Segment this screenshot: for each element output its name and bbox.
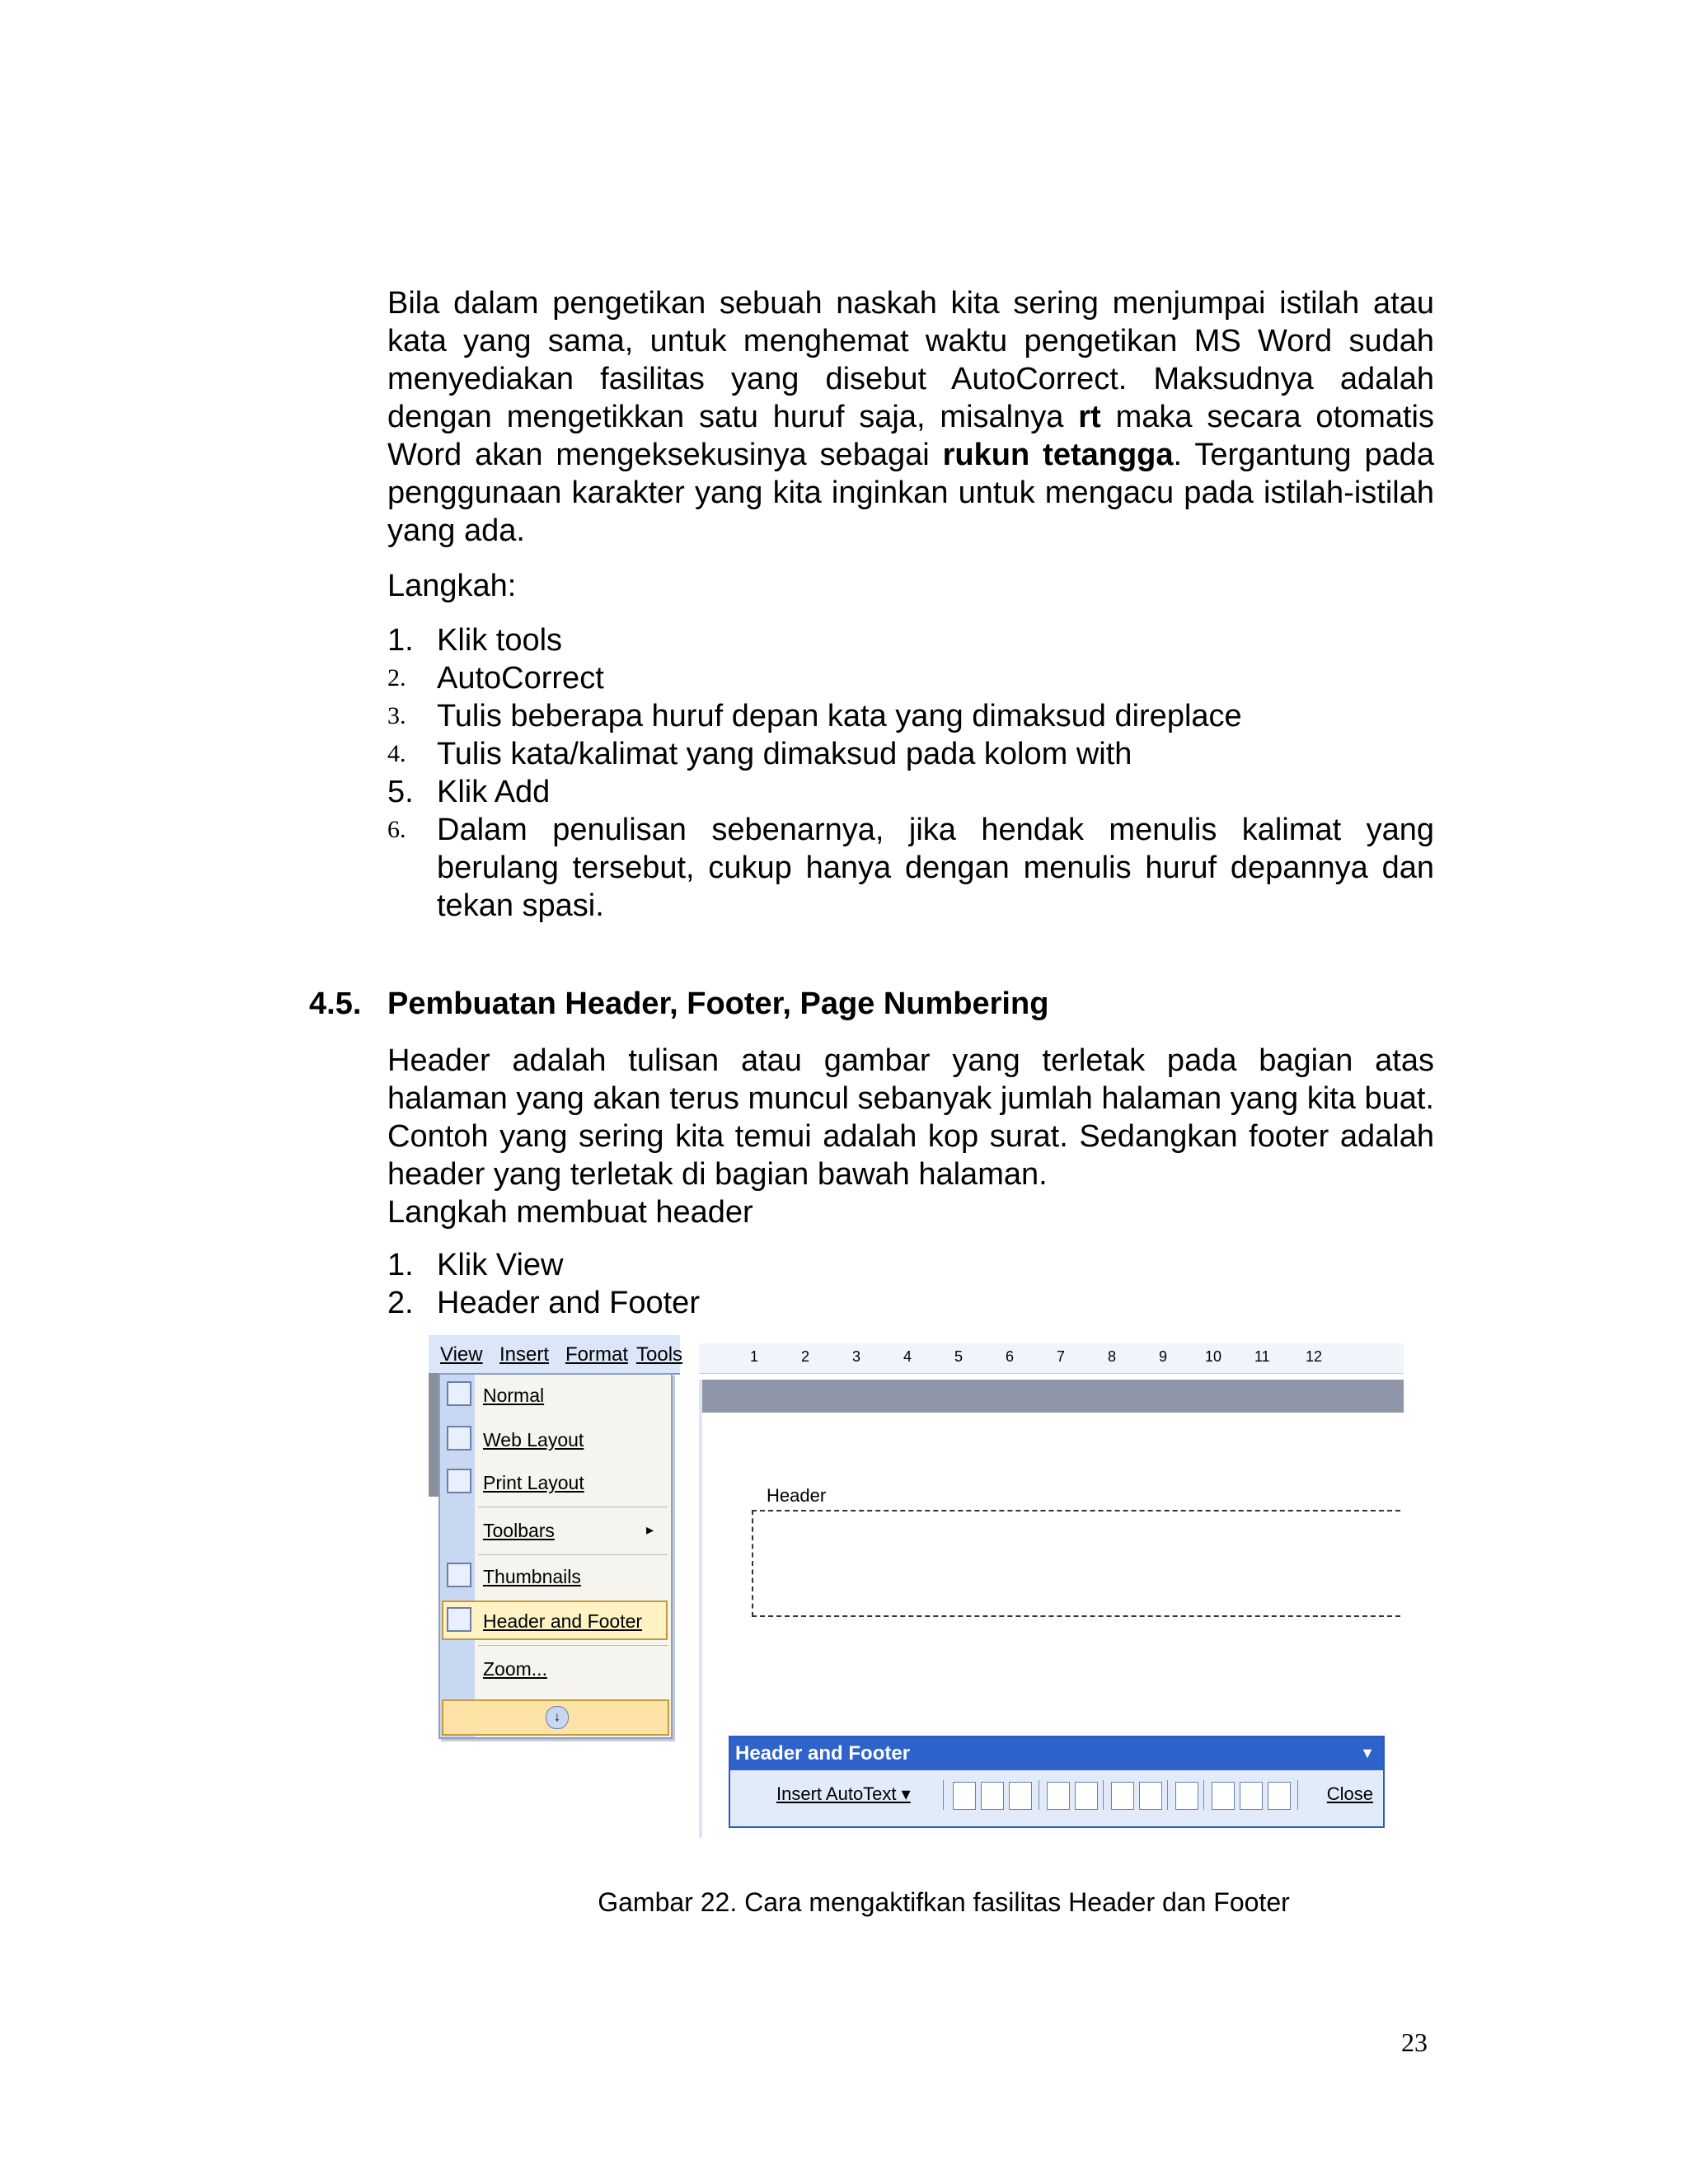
ruler: [699, 1343, 1404, 1374]
menu-expand-button[interactable]: [442, 1699, 669, 1736]
show-previous-icon[interactable]: [1240, 1782, 1263, 1810]
langkah-header-label: Langkah membuat header: [387, 1195, 753, 1230]
menu-insert[interactable]: Insert: [499, 1343, 550, 1366]
page-number: 23: [1401, 2027, 1428, 2057]
intro-bold-rt: rt: [1078, 400, 1101, 434]
window-edge: [429, 1373, 438, 1497]
ruler-tick: 2: [801, 1348, 810, 1365]
insert-autotext-button[interactable]: Insert AutoText ▾: [776, 1783, 911, 1804]
ruler-tick: 7: [1057, 1348, 1066, 1365]
header-footer-toolbar: [729, 1736, 1385, 1828]
section-number: 4.5.: [309, 987, 362, 1021]
autocorrect-steps: [387, 621, 1434, 925]
menu-item-toolbars[interactable]: Toolbars: [483, 1520, 555, 1541]
toolbar-separator: [1297, 1780, 1298, 1810]
list-number: 6.: [387, 816, 406, 843]
list-text: Header and Footer: [437, 1286, 700, 1320]
ruler-tick: 11: [1254, 1348, 1270, 1365]
insert-page-number-icon[interactable]: [953, 1782, 976, 1810]
menu-item-print-layout[interactable]: Print Layout: [483, 1472, 584, 1493]
list-number: 1.: [387, 623, 414, 658]
toolbar-separator: [1167, 1780, 1168, 1810]
dropdown-arrow-icon[interactable]: ▼: [1360, 1745, 1375, 1761]
web-layout-icon: [447, 1426, 471, 1451]
ruler-tick: 12: [1306, 1348, 1323, 1365]
ruler-tick: 6: [1006, 1348, 1015, 1365]
list-text: Klik Add: [437, 775, 551, 809]
page-gap: [699, 1380, 1404, 1413]
list-text: Klik View: [437, 1248, 564, 1282]
insert-number-of-pages-icon[interactable]: [981, 1782, 1004, 1810]
header-paragraph: Header adalah tulisan atau gambar yang terletak pada bagian atas halaman yang akan terus muncul sebanyak jumlah halaman yang kita buat. Contoh yang sering kita temui adalah kop surat. Sedangkan footer adalah header yang terletak di bagian bawah halaman.: [387, 1043, 1434, 1192]
show-next-icon[interactable]: [1268, 1782, 1291, 1810]
switch-header-footer-icon[interactable]: [1212, 1782, 1235, 1810]
toolbar-title-bar: [730, 1737, 1383, 1770]
section-title: Pembuatan Header, Footer, Page Numbering: [387, 987, 1049, 1021]
header-footer-icon: [447, 1607, 471, 1632]
list-number: 1.: [387, 1248, 414, 1282]
list-item: [387, 621, 1434, 659]
print-layout-icon: [447, 1469, 471, 1493]
list-item: [387, 697, 1434, 735]
list-number: 2.: [387, 1286, 414, 1320]
normal-view-icon: [447, 1381, 471, 1406]
section-heading: [309, 985, 1048, 1023]
menu-item-zoom[interactable]: Zoom...: [483, 1658, 547, 1680]
insert-time-icon[interactable]: [1075, 1782, 1098, 1810]
ruler-tick: 8: [1108, 1348, 1117, 1365]
menu-tools[interactable]: Tools: [636, 1343, 683, 1366]
list-text: AutoCorrect: [437, 661, 604, 696]
ruler-tick: 5: [954, 1348, 964, 1365]
list-text: Dalam penulisan sebenarnya, jika hendak menulis kalimat yang berulang tersebut, cukup hanya dengan menulis huruf depannya dan tekan spasi.: [437, 813, 1434, 923]
ruler-tick: 4: [903, 1348, 912, 1365]
list-item: [387, 659, 1434, 697]
header-steps: [387, 1246, 1434, 1322]
show-hide-text-icon[interactable]: [1139, 1782, 1162, 1810]
header-area-label: Header: [767, 1485, 827, 1506]
menu-bar: [429, 1335, 683, 1375]
format-page-number-icon[interactable]: [1009, 1782, 1032, 1810]
menu-item-normal[interactable]: Normal: [483, 1385, 545, 1406]
ruler-tick: 1: [750, 1348, 759, 1365]
close-button[interactable]: Close: [1326, 1783, 1373, 1804]
list-item: [387, 735, 1434, 773]
link-to-previous-icon[interactable]: [1175, 1782, 1198, 1810]
list-item: [387, 1246, 1434, 1284]
thumbnails-icon: [447, 1563, 471, 1587]
page-setup-icon[interactable]: [1111, 1782, 1134, 1810]
menu-view[interactable]: View: [440, 1343, 483, 1366]
menu-separator: [478, 1554, 668, 1555]
page-edge: [699, 1380, 702, 1838]
intro-paragraph: [387, 284, 1434, 550]
list-text: Tulis kata/kalimat yang dimaksud pada kolom with: [437, 737, 1132, 771]
toolbar-separator: [1203, 1780, 1204, 1810]
toolbar-separator: [943, 1780, 944, 1810]
toolbar-separator: [1103, 1780, 1104, 1810]
langkah-label: Langkah:: [387, 569, 517, 603]
submenu-arrow-icon: ▸: [646, 1521, 654, 1538]
header-footer-screenshot: [699, 1343, 1404, 1838]
insert-date-icon[interactable]: [1047, 1782, 1070, 1810]
menu-format[interactable]: Format: [565, 1343, 629, 1366]
intro-text-3: . Tergantung pada penggunaan karakter yang kita inginkan untuk mengacu pada istilah-istilah yang ada.: [387, 438, 1434, 548]
chevron-double-down-icon: ↓: [546, 1706, 569, 1729]
ruler-tick: 3: [852, 1348, 861, 1365]
ruler-tick: 9: [1159, 1348, 1168, 1365]
toolbar-title: Header and Footer: [735, 1742, 911, 1765]
menu-item-thumbnails[interactable]: Thumbnails: [483, 1566, 581, 1587]
list-item: [387, 773, 1434, 811]
intro-text-1: Bila dalam pengetikan sebuah naskah kita sering menjumpai istilah atau kata yang sama, untuk menghemat waktu pengetikan MS Word sudah menyediakan fasilitas yang disebut AutoCorrect. Maksudnya adalah dengan mengetikkan satu huruf saja, misalnya: [387, 286, 1434, 434]
intro-text-2: maka secara otomatis Word akan mengeksekusinya sebagai: [387, 400, 1434, 472]
view-menu-screenshot: [429, 1335, 683, 1737]
list-number: 4.: [387, 740, 406, 767]
list-item: [387, 1284, 1434, 1322]
list-number: 2.: [387, 664, 406, 691]
menu-separator: [478, 1645, 668, 1646]
ruler-tick: 10: [1205, 1348, 1222, 1365]
list-item: [387, 811, 1434, 925]
figure-caption: Gambar 22. Cara mengaktifkan fasilitas Header dan Footer: [598, 1887, 1290, 1917]
view-dropdown: [438, 1373, 673, 1739]
list-text: Tulis beberapa huruf depan kata yang dimaksud direplace: [437, 699, 1242, 733]
intro-bold-rukun: rukun tetangga: [942, 438, 1174, 472]
list-number: 5.: [387, 775, 414, 809]
menu-item-web-layout[interactable]: Web Layout: [483, 1429, 584, 1451]
list-text: Klik tools: [437, 623, 563, 658]
list-number: 3.: [387, 702, 406, 729]
menu-item-header-footer[interactable]: Header and Footer: [483, 1610, 643, 1632]
header-area[interactable]: [752, 1510, 1400, 1617]
